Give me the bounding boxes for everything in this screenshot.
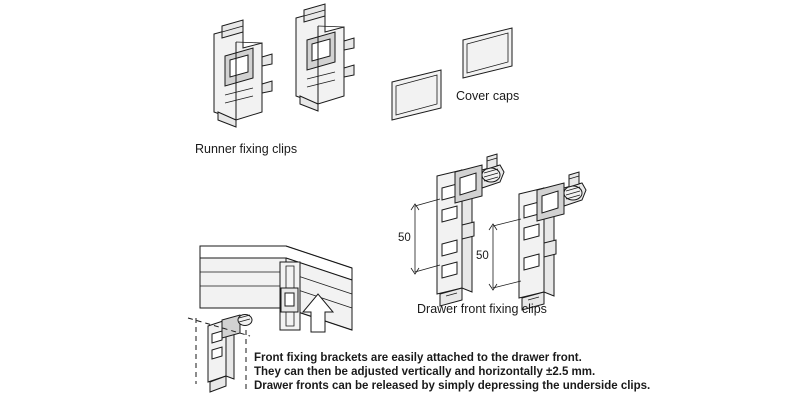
runner-fixing-clip-right <box>296 4 354 111</box>
cover-cap-front <box>392 70 441 120</box>
drawer-front-fixing-clip-right <box>519 172 586 310</box>
drawer-front-fixing-clip-left <box>437 154 504 306</box>
dimension-value-left: 50 <box>398 232 411 244</box>
dimension-line-left <box>411 199 440 274</box>
cover-cap-back <box>463 28 512 78</box>
dimension-line-right <box>489 219 521 290</box>
label-cover-caps: Cover caps <box>456 89 520 103</box>
note-line-3: Drawer fronts can be released by simply depressing the underside clips. <box>254 380 651 392</box>
label-drawer-front-fixing-clips: Drawer front fixing clips <box>417 302 547 316</box>
note-line-2: They can then be adjusted vertically and horizontally ±2.5 mm. <box>254 366 596 378</box>
note-line-1: Front fixing brackets are easily attached to the drawer front. <box>254 352 582 364</box>
dimension-value-right: 50 <box>476 250 489 262</box>
runner-fixing-clip-left <box>214 20 272 127</box>
label-runner-fixing-clips: Runner fixing clips <box>195 142 298 156</box>
